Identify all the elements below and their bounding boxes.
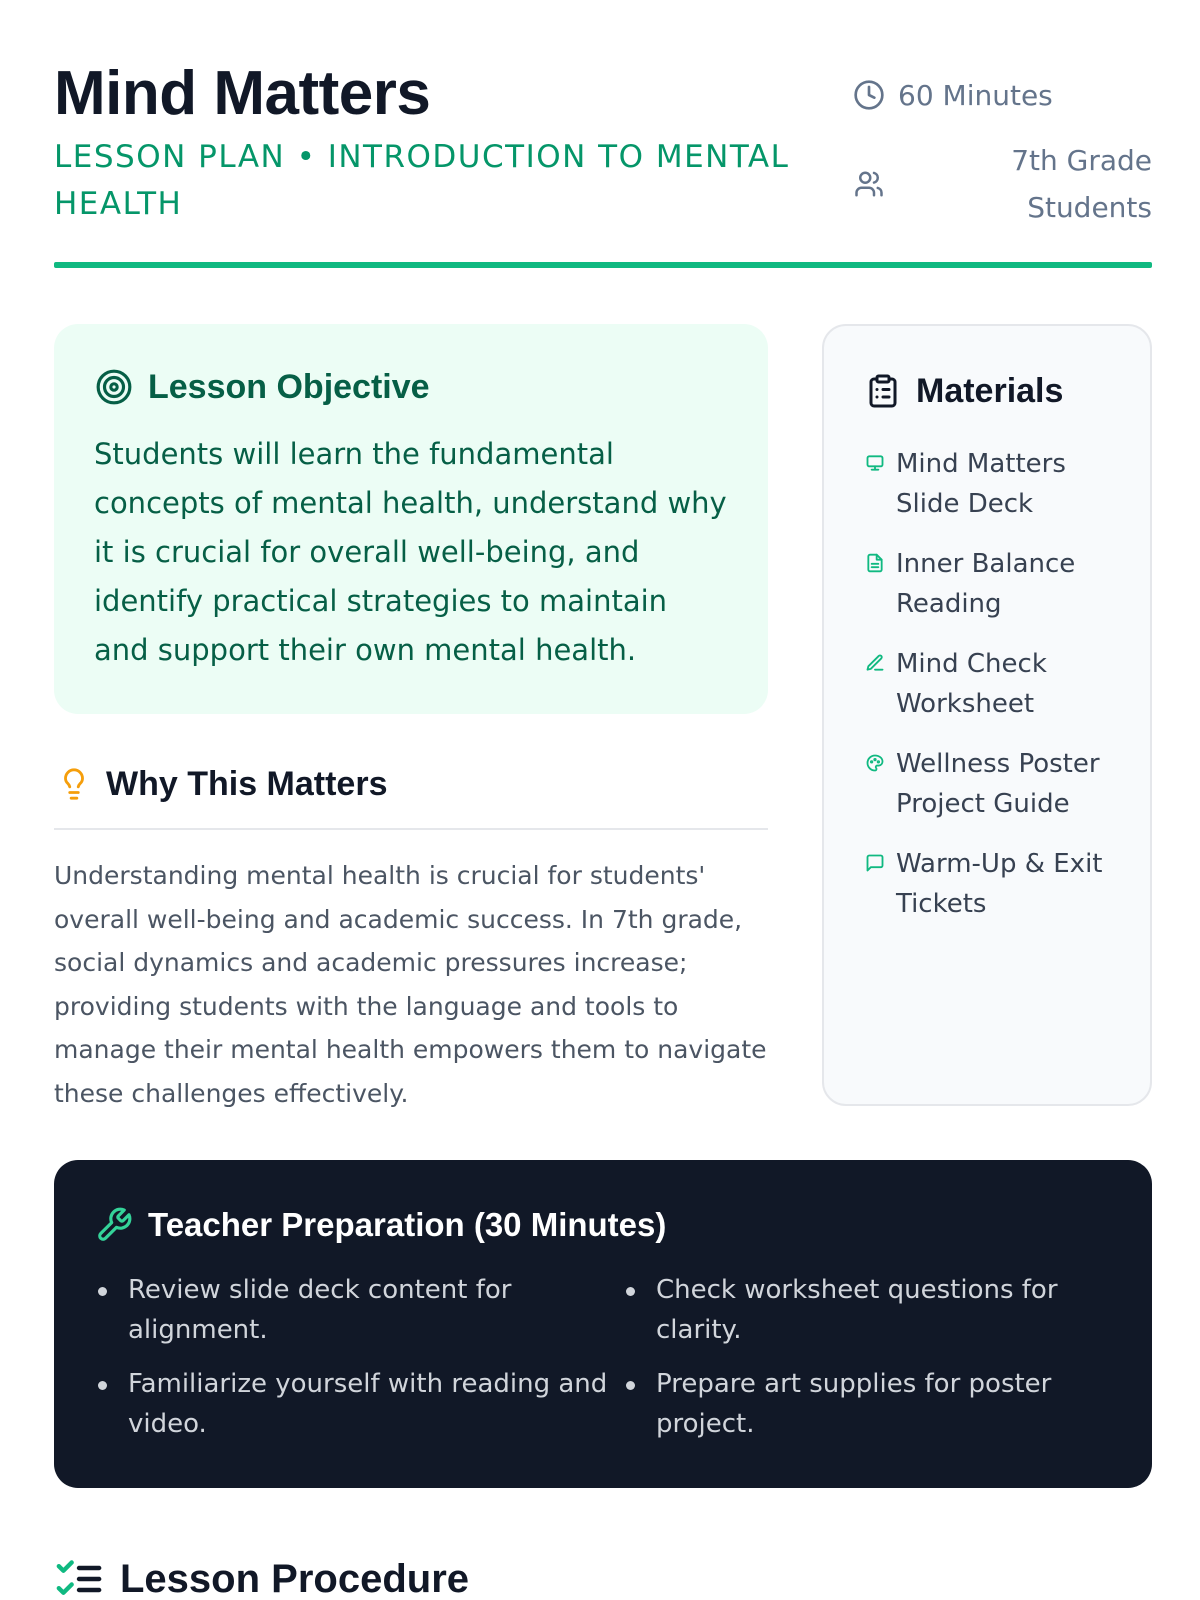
prep-item-text: Check worksheet questions for clarity.: [656, 1275, 1058, 1345]
page-subtitle: LESSON PLAN • INTRODUCTION TO MENTAL HEALTH: [54, 139, 790, 222]
lightbulb-icon: [54, 762, 94, 806]
material-label: Wellness Poster Project Guide: [896, 749, 1100, 819]
material-item-worksheet[interactable]: [864, 644, 1120, 724]
lesson-plan-page: [54, 0, 1152, 1600]
prep-item-text: Prepare art supplies for poster project.: [656, 1369, 1052, 1439]
prep-heading: Teacher Preparation (30 Minutes): [148, 1206, 667, 1243]
materials-list: [864, 444, 1120, 924]
prep-list: [94, 1270, 1112, 1458]
audience-text: 7th Grade Students: [1011, 144, 1152, 224]
objective-heading: Lesson Objective: [148, 367, 430, 406]
material-label: Mind Matters Slide Deck: [896, 449, 1066, 519]
presentation-icon: [864, 452, 886, 474]
prep-item: [94, 1364, 622, 1444]
bullet-dot: [98, 1381, 107, 1390]
material-item-tickets[interactable]: [864, 844, 1120, 924]
pencil-icon: [864, 652, 886, 674]
material-item-poster-guide[interactable]: [864, 744, 1120, 824]
lesson-header: [54, 58, 1152, 268]
materials-heading-row: [864, 366, 1120, 416]
why-heading-row: [54, 754, 768, 830]
materials-heading: Materials: [916, 371, 1064, 410]
procedure-heading: Lesson Procedure: [120, 1556, 470, 1600]
teacher-preparation-card: [54, 1160, 1152, 1488]
prep-item: [622, 1364, 1092, 1444]
prep-heading-row: [94, 1200, 1112, 1250]
list-checks-icon: [54, 1557, 104, 1600]
message-icon: [864, 852, 886, 874]
material-label: Mind Check Worksheet: [896, 649, 1047, 719]
bullet-dot: [98, 1287, 107, 1296]
materials-card: [822, 324, 1152, 1106]
prep-item-text: Familiarize yourself with reading and video.: [128, 1369, 608, 1439]
why-this-matters-section: [54, 754, 768, 1115]
bullet-dot: [626, 1381, 635, 1390]
why-heading: Why This Matters: [106, 764, 388, 803]
material-item-reading[interactable]: [864, 544, 1120, 624]
duration-text: 60 Minutes: [898, 78, 1053, 112]
document-icon: [864, 552, 886, 574]
why-text: Understanding mental health is crucial for students' overall well-being and academic success. In 7th grade, social dynamics and academic pressures increase; providing students with the language and tools to manage their mental health empowers them to navigate these challenges effectively.: [54, 861, 767, 1108]
header-divider: [54, 262, 1152, 268]
clock-icon: [852, 78, 886, 112]
lesson-procedure-heading-row: [54, 1554, 469, 1600]
duration-meta: [852, 78, 1152, 112]
material-label: Inner Balance Reading: [896, 549, 1076, 619]
wrench-icon: [94, 1205, 134, 1245]
clipboard-icon: [864, 370, 902, 412]
prep-item: [94, 1270, 622, 1350]
target-icon: [94, 367, 134, 407]
objective-text: Students will learn the fundamental concepts of mental health, understand why it is crucial for overall well-being, and identify practical strategies to maintain and support their own mental health.: [94, 437, 727, 667]
page-title: Mind Matters: [54, 59, 431, 128]
prep-item-text: Review slide deck content for alignment.: [128, 1275, 512, 1345]
material-label: Warm-Up & Exit Tickets: [896, 849, 1103, 919]
audience-meta: [852, 134, 1152, 234]
lesson-objective-card: [54, 324, 768, 714]
bullet-dot: [626, 1287, 635, 1296]
users-icon: [852, 167, 886, 201]
objective-heading-row: [94, 362, 728, 412]
prep-item: [622, 1270, 1092, 1350]
material-item-slide-deck[interactable]: [864, 444, 1120, 524]
palette-icon: [864, 752, 886, 774]
